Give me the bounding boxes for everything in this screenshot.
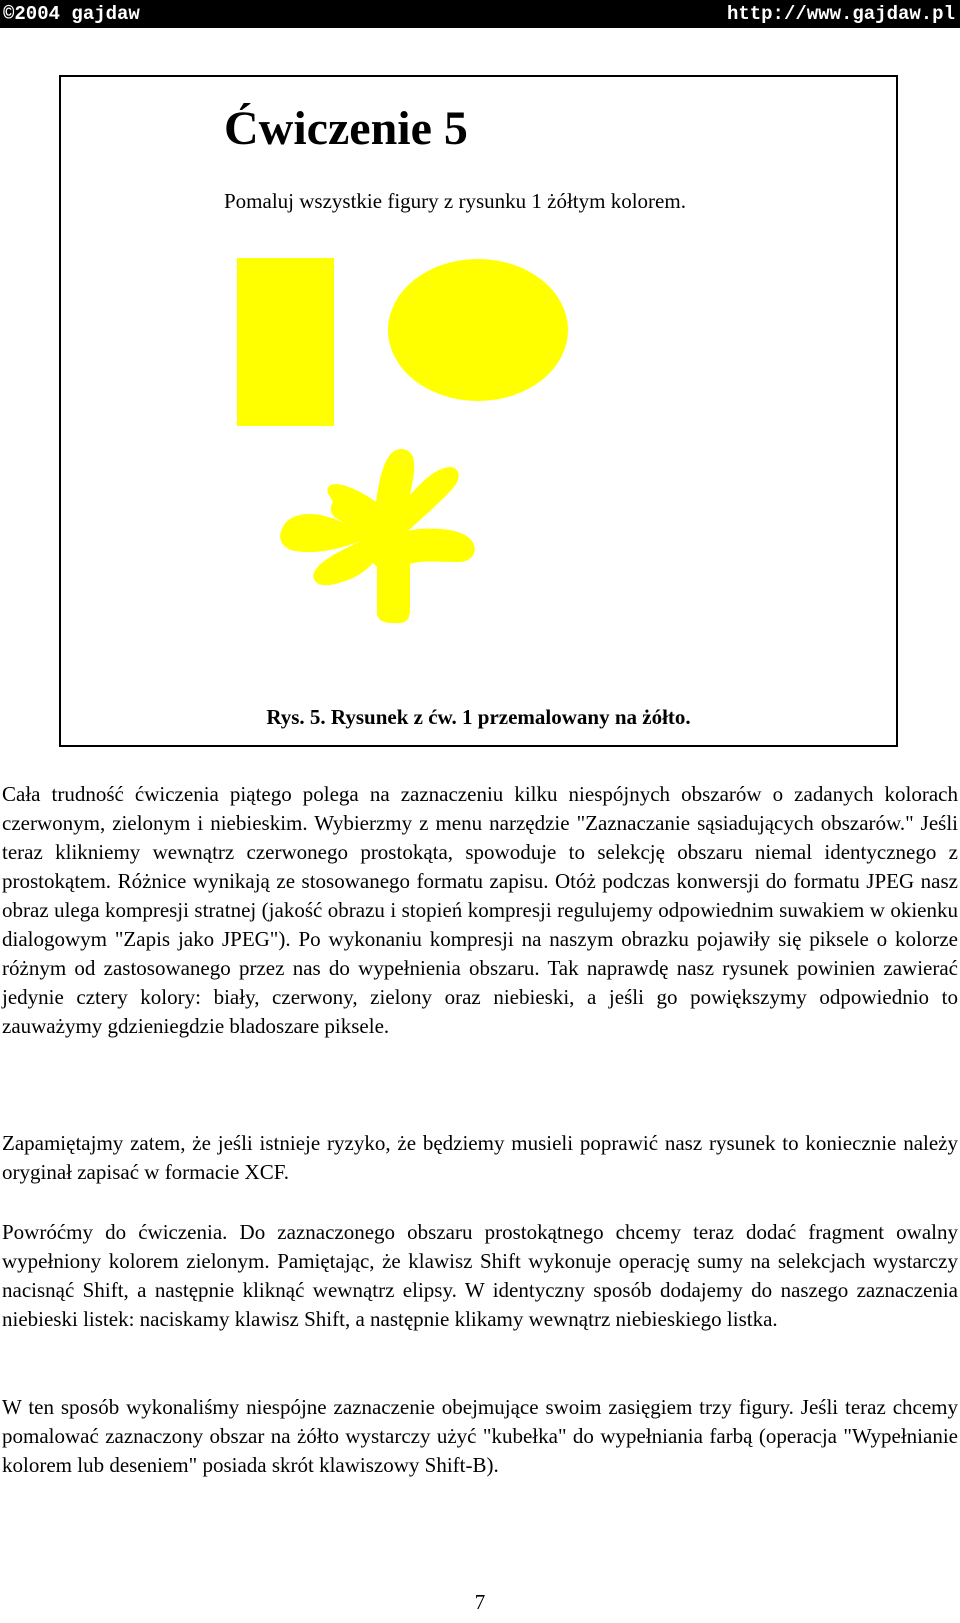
figure-caption: Rys. 5. Rysunek z ćw. 1 przemalowany na żółto.: [266, 705, 691, 729]
copyright-label: ©2004 gajdaw: [3, 3, 140, 25]
header-bar: [0, 0, 960, 28]
paragraph-4: W ten sposób wykonaliśmy niespójne zaznaczenie obejmujące swoim zasięgiem trzy figury. Jeśli teraz chcemy pomalować zaznaczony obszar na żółto wystarczy użyć "kubełka" do wypełniania farbą (operacja "Wypełnianie kolorem lub deseniem" posiada skrót klawiszowy Shift-B).: [2, 1395, 958, 1477]
exercise-instruction: Pomaluj wszystkie figury z rysunku 1 żółtym kolorem.: [224, 189, 686, 213]
paragraph-3: Powróćmy do ćwiczenia. Do zaznaczonego obszaru prostokątnego chcemy teraz dodać fragment owalny wypełniony kolorem zielonym. Pamiętając, że klawisz Shift wykonuje operację sumy na selekcjach wystarczy nacisnąć Shift, a następnie kliknąć wewnątrz elipsy. W identyczny sposób dodajemy do naszego zaznaczenia niebieski listek: naciskamy klawisz Shift, a następnie klikamy wewnątrz niebieskiego listka.: [2, 1220, 958, 1331]
paragraph-2: Zapamiętajmy zatem, że jeśli istnieje ryzyko, że będziemy musieli poprawić nasz rysunek to koniecznie należy oryginał zapisać w formacie XCF.: [2, 1131, 958, 1184]
yellow-leaf: [280, 449, 475, 623]
yellow-rectangle: [237, 258, 334, 426]
figure-frame: [59, 75, 898, 747]
page-number: 7: [474, 1590, 486, 1614]
website-url: http://www.gajdaw.pl: [726, 3, 955, 25]
shapes-illustration: [61, 77, 896, 745]
exercise-title: Ćwiczenie 5: [224, 102, 468, 155]
yellow-ellipse: [388, 259, 568, 401]
paragraph-1: Cała trudność ćwiczenia piątego polega na zaznaczeniu kilku niespójnych obszarów o zadanych kolorach czerwonym, zielonym i niebieskim. Wybierzmy z menu narzędzie "Zaznaczanie sąsiadujących obszarów." Jeśli teraz klikniemy wewnątrz czerwonego prostokąta, spowoduje to selekcję obszaru niemal identycznego z prostokątem. Różnice wynikają ze stosowanego formatu zapisu. Otóż podczas konwersji do formatu JPEG nasz obraz ulega kompresji stratnej (jakość obrazu i stopień kompresji regulujemy odpowiednim suwakiem w okienku dialogowym "Zapis jako JPEG"). Po wykonaniu kompresji na naszym obrazku pojawiły się piksele o kolorze różnym od zastosowanego przez nas do wypełnienia obszaru. Tak naprawdę nasz rysunek powinien zawierać jedynie cztery kolory: biały, czerwony, zielony oraz niebieski, a jeśli go powiększymy odpowiednio to zauważymy gdzieniegdzie bladoszare piksele.: [2, 782, 958, 1038]
